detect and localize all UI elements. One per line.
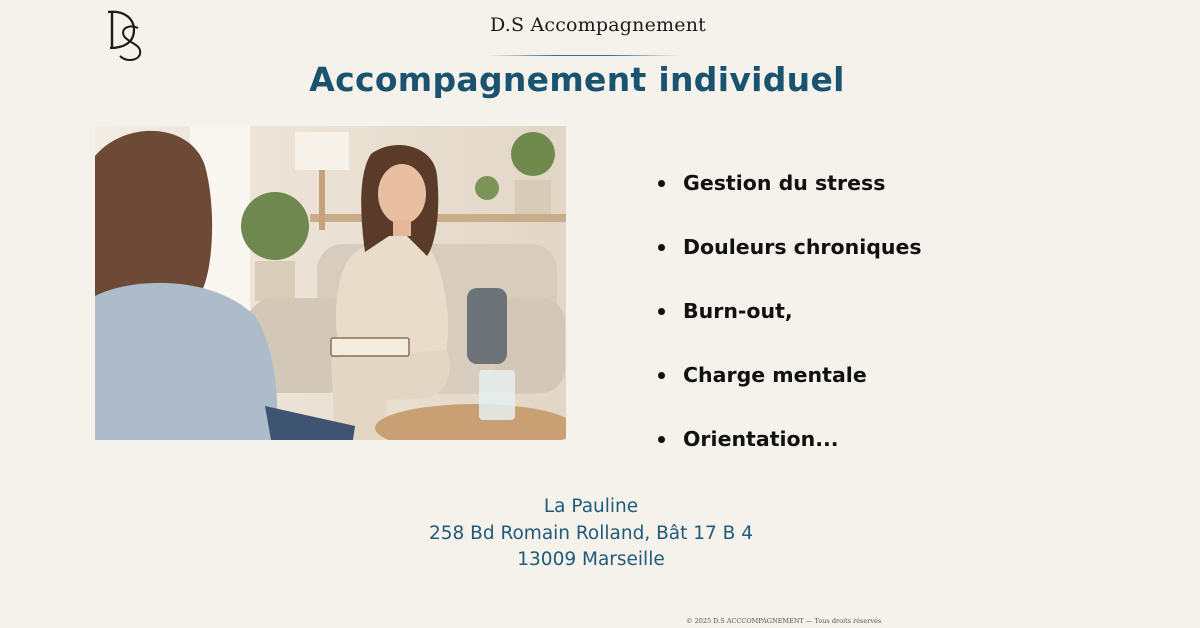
service-label: Gestion du stress	[683, 171, 886, 195]
services-list	[658, 166, 922, 486]
address-block	[0, 494, 1182, 574]
service-item	[658, 294, 922, 358]
copyright-notice: © 2025 D.S ACCCOMPAGNEMENT — Tous droits réservés	[686, 617, 882, 625]
service-item	[658, 358, 922, 422]
service-label: Burn-out,	[683, 299, 793, 323]
bullet-icon	[658, 308, 665, 315]
bullet-icon	[658, 244, 665, 251]
title-divider	[488, 55, 678, 56]
address-city: 13009 Marseille	[517, 549, 665, 570]
bullet-icon	[658, 180, 665, 187]
service-label: Douleurs chroniques	[683, 235, 922, 259]
bullet-icon	[658, 436, 665, 443]
brand-name: D.S Accompagnement	[490, 14, 706, 36]
service-item	[658, 166, 922, 230]
service-label: Orientation...	[683, 427, 839, 451]
address-place: La Pauline	[543, 496, 639, 517]
counseling-session-photo	[95, 126, 566, 440]
service-item	[658, 422, 922, 486]
service-label: Charge mentale	[683, 363, 867, 387]
bullet-icon	[658, 372, 665, 379]
service-item	[658, 230, 922, 294]
address-street: 258 Bd Romain Rolland, Bât 17 B 4	[428, 522, 754, 544]
page-title: Accompagnement individuel	[309, 60, 845, 99]
